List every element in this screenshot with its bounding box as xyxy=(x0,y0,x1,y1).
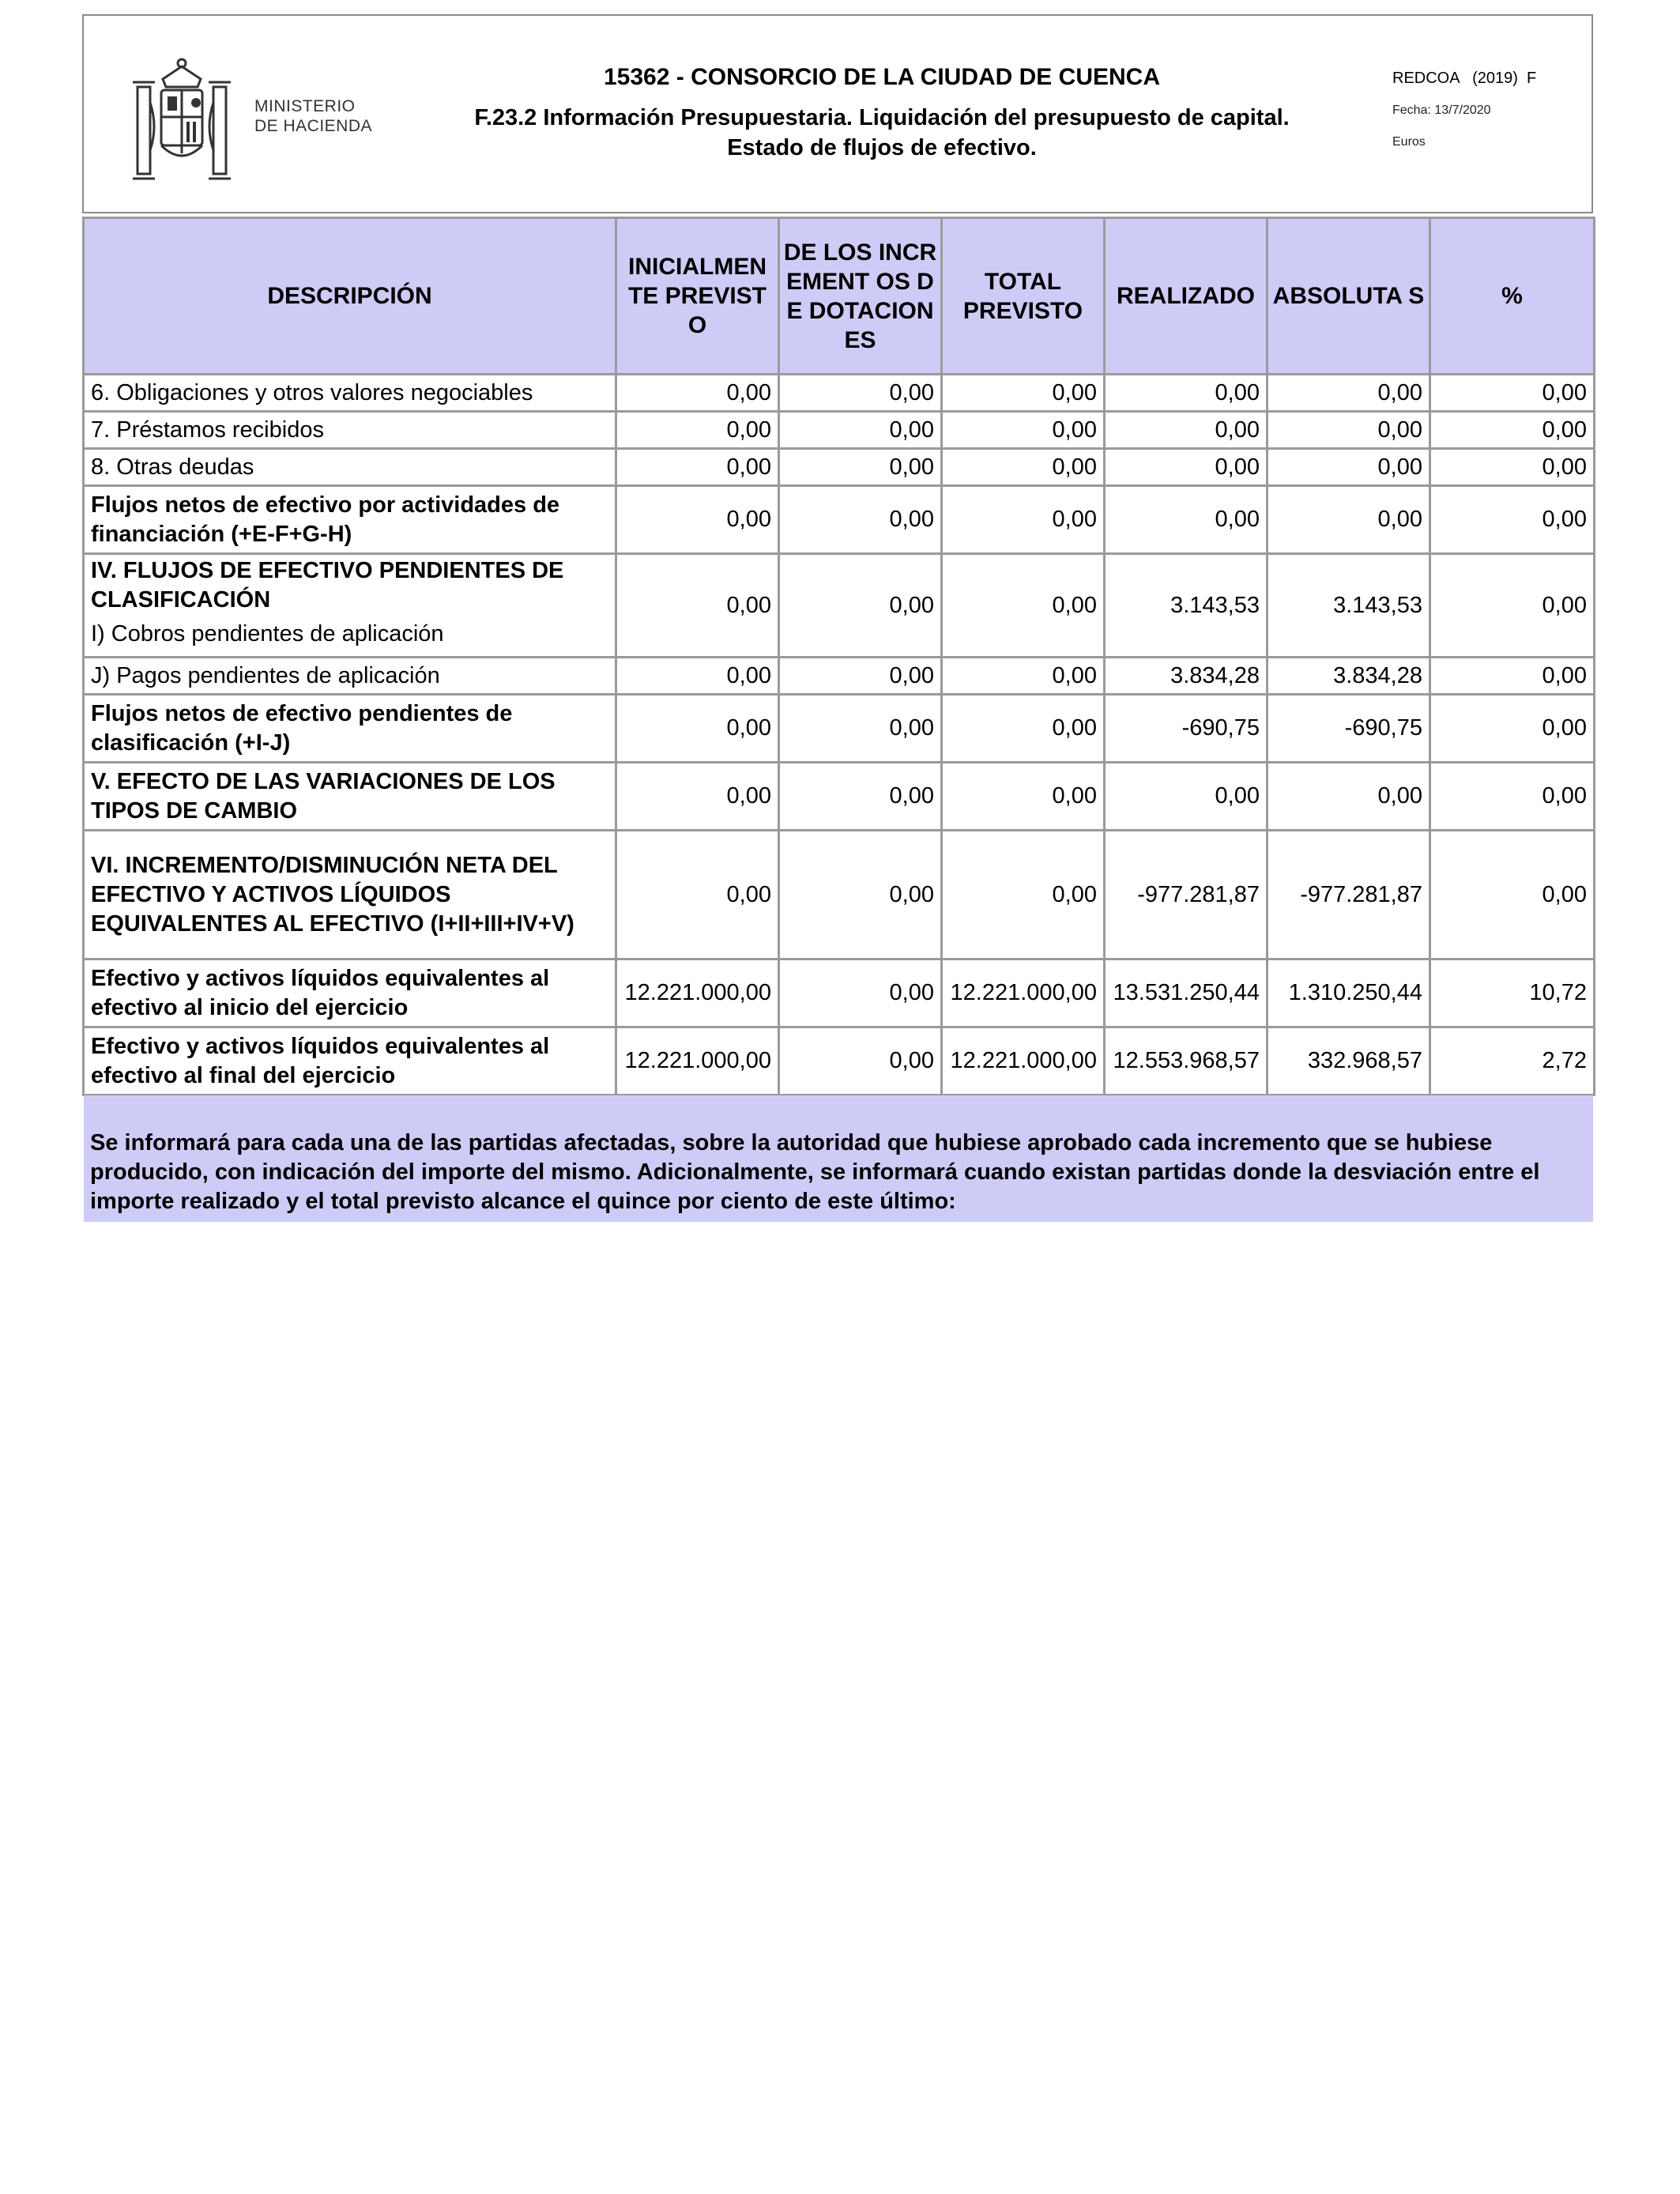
cell-value: 0,00 xyxy=(616,831,779,959)
report-meta xyxy=(1392,70,1536,149)
col-header-absolute: ABSOLUTA S xyxy=(1268,218,1430,375)
report-date: Fecha: 13/7/2020 xyxy=(1392,104,1491,117)
cell-value: 0,00 xyxy=(1268,375,1430,412)
col-header-initial-forecast: INICIALMEN TE PREVISTO xyxy=(616,218,779,375)
row-description: 8. Otras deudas xyxy=(84,449,616,486)
row-description: Efectivo y activos líquidos equivalentes al efectivo al inicio del ejercicio xyxy=(84,959,616,1027)
row-description: J) Pagos pendientes de aplicación xyxy=(84,658,616,695)
cell-value: 0,00 xyxy=(1430,412,1595,449)
cell-value: 0,00 xyxy=(1430,831,1595,959)
cell-value: 0,00 xyxy=(942,375,1105,412)
cell-value: 3.143,53 xyxy=(1268,554,1430,658)
cell-value: 0,00 xyxy=(616,486,779,554)
table-row-subtotal xyxy=(84,1027,1595,1095)
cell-value: 0,00 xyxy=(779,763,942,831)
cell-value: 332.968,57 xyxy=(1268,1027,1430,1095)
cell-value: 0,00 xyxy=(779,449,942,486)
table-row xyxy=(84,658,1595,695)
cell-value: 0,00 xyxy=(779,1027,942,1095)
cell-value: 3.834,28 xyxy=(1105,658,1268,695)
row-description: 6. Obligaciones y otros valores negociables xyxy=(84,375,616,412)
cell-value: 0,00 xyxy=(1430,658,1595,695)
cell-value: 0,00 xyxy=(779,658,942,695)
ministry-name xyxy=(254,96,372,136)
cell-value: 0,00 xyxy=(942,449,1105,486)
cell-value: 0,00 xyxy=(779,695,942,763)
col-header-description: DESCRIPCIÓN xyxy=(84,218,616,375)
cell-value: 0,00 xyxy=(1105,763,1268,831)
row-description: VI. INCREMENTO/DISMINUCIÓN NETA DEL EFECTIVO Y ACTIVOS LÍQUIDOS EQUIVALENTES AL EFECTIVO (I+II+III+IV+V) xyxy=(84,831,616,959)
cell-value: 2,72 xyxy=(1430,1027,1595,1095)
cell-value: -977.281,87 xyxy=(1268,831,1430,959)
cell-value: -977.281,87 xyxy=(1105,831,1268,959)
report-subtitle-line1: F.23.2 Información Presupuestaria. Liquidación del presupuesto de capital. xyxy=(474,105,1290,130)
cell-value: 0,00 xyxy=(942,763,1105,831)
row-description: Flujos netos de efectivo pendientes de clasificación (+I-J) xyxy=(84,695,616,763)
report-units: Euros xyxy=(1392,135,1426,149)
cell-value: 0,00 xyxy=(942,486,1105,554)
cell-value: 0,00 xyxy=(1105,449,1268,486)
cell-value: 0,00 xyxy=(779,831,942,959)
col-header-realized: REALIZADO xyxy=(1105,218,1268,375)
row-description: V. EFECTO DE LAS VARIACIONES DE LOS TIPOS DE CAMBIO xyxy=(84,763,616,831)
entity-title: 15362 - CONSORCIO DE LA CIUDAD DE CUENCA xyxy=(604,64,1160,90)
cell-value: 12.221.000,00 xyxy=(616,959,779,1027)
report-subtitle-line2: Estado de flujos de efectivo. xyxy=(727,135,1037,160)
cell-value: 0,00 xyxy=(942,554,1105,658)
cell-value: 0,00 xyxy=(1430,486,1595,554)
section-heading: IV. FLUJOS DE EFECTIVO PENDIENTES DE CLASIFICACIÓN xyxy=(91,558,564,613)
report-titles xyxy=(455,62,1309,163)
cell-value: 0,00 xyxy=(942,412,1105,449)
cell-value: 0,00 xyxy=(616,449,779,486)
table-row-section xyxy=(84,763,1595,831)
ministry-line1: MINISTERIO xyxy=(254,97,356,115)
cash-flow-table xyxy=(82,217,1595,1096)
cell-value: -690,75 xyxy=(1268,695,1430,763)
report-subtitle xyxy=(455,103,1309,163)
cell-value: 12.221.000,00 xyxy=(942,959,1105,1027)
cell-value: 0,00 xyxy=(1430,554,1595,658)
cell-value: 1.310.250,44 xyxy=(1268,959,1430,1027)
table-header-row xyxy=(84,218,1595,375)
cell-value: 0,00 xyxy=(616,763,779,831)
cell-value: 0,00 xyxy=(616,554,779,658)
table-row-subtotal xyxy=(84,486,1595,554)
cell-value: 3.143,53 xyxy=(1105,554,1268,658)
cell-value: 0,00 xyxy=(779,375,942,412)
row-description: Efectivo y activos líquidos equivalentes al efectivo al final del ejercicio xyxy=(84,1027,616,1095)
section-cell xyxy=(84,554,616,658)
cell-value: 12.221.000,00 xyxy=(942,1027,1105,1095)
table-row-section xyxy=(84,831,1595,959)
cell-value: 0,00 xyxy=(616,658,779,695)
cell-value: 0,00 xyxy=(1105,486,1268,554)
col-header-increments: DE LOS INCREMENT OS DE DOTACION ES xyxy=(779,218,942,375)
cell-value: -690,75 xyxy=(1105,695,1268,763)
cell-value: 0,00 xyxy=(616,412,779,449)
deviation-note: Se informará para cada una de las partidas afectadas, sobre la autoridad que hubiese aprobado cada incremento que se hubiese producido, con indicación del importe del mismo. Adicionalmente, se informará cuando existan partidas donde la desviación entre el importe realizado y el total previsto alcance el quince por ciento de este último: xyxy=(84,1095,1593,1222)
cell-value: 0,00 xyxy=(616,695,779,763)
report-code: REDCOA (2019) F xyxy=(1392,70,1537,87)
report-header xyxy=(82,14,1593,213)
cell-value: 0,00 xyxy=(1268,449,1430,486)
cell-value: 0,00 xyxy=(942,695,1105,763)
cell-value: 0,00 xyxy=(1105,375,1268,412)
table-row xyxy=(84,412,1595,449)
cell-value: 0,00 xyxy=(1430,763,1595,831)
ministry-line2: DE HACIENDA xyxy=(254,117,373,135)
cell-value: 12.221.000,00 xyxy=(616,1027,779,1095)
table-row-section xyxy=(84,554,1595,658)
cell-value: 13.531.250,44 xyxy=(1105,959,1268,1027)
cell-value: 12.553.968,57 xyxy=(1105,1027,1268,1095)
cell-value: 0,00 xyxy=(1430,695,1595,763)
cell-value: 0,00 xyxy=(1430,449,1595,486)
row-description: 7. Préstamos recibidos xyxy=(84,412,616,449)
cell-value: 0,00 xyxy=(779,486,942,554)
cell-value: 0,00 xyxy=(1268,486,1430,554)
table-row-subtotal xyxy=(84,959,1595,1027)
cell-value: 0,00 xyxy=(779,412,942,449)
row-description: I) Cobros pendientes de aplicación xyxy=(91,621,444,647)
cell-value: 0,00 xyxy=(616,375,779,412)
cell-value: 3.834,28 xyxy=(1268,658,1430,695)
cell-value: 0,00 xyxy=(1268,412,1430,449)
row-description: Flujos netos de efectivo por actividades de financiación (+E-F+G-H) xyxy=(84,486,616,554)
cell-value: 0,00 xyxy=(1105,412,1268,449)
cell-value: 0,00 xyxy=(942,831,1105,959)
cell-value: 10,72 xyxy=(1430,959,1595,1027)
table-row xyxy=(84,449,1595,486)
cell-value: 0,00 xyxy=(1430,375,1595,412)
col-header-percent: % xyxy=(1430,218,1595,375)
coat-of-arms-logo xyxy=(126,55,237,190)
col-header-total-forecast: TOTAL PREVISTO xyxy=(942,218,1105,375)
cell-value: 0,00 xyxy=(779,959,942,1027)
table-row xyxy=(84,375,1595,412)
table-row-subtotal xyxy=(84,695,1595,763)
cell-value: 0,00 xyxy=(779,554,942,658)
cell-value: 0,00 xyxy=(1268,763,1430,831)
cell-value: 0,00 xyxy=(942,658,1105,695)
